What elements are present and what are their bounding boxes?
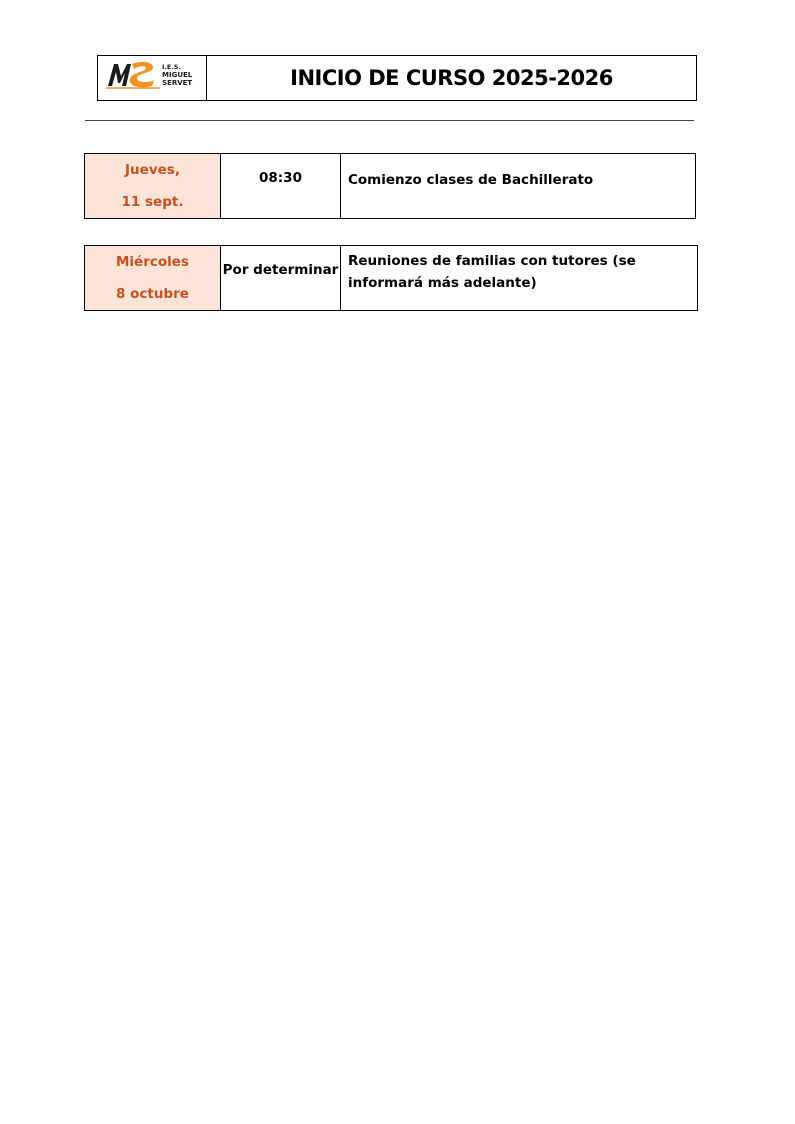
event-time: 08:30	[221, 154, 341, 219]
school-logo	[98, 56, 207, 100]
table-row	[85, 154, 696, 219]
header-divider	[85, 120, 694, 121]
logo-text-line: I.E.S.	[162, 63, 181, 71]
event-date-cell	[85, 154, 221, 219]
event-description: Reuniones de familias con tutores (se informará más adelante)	[341, 246, 698, 311]
page-title: INICIO DE CURSO 2025-2026	[290, 66, 613, 90]
event-table	[84, 153, 696, 219]
title-cell	[207, 56, 696, 100]
document-header	[97, 55, 697, 101]
event-date-number: 8 octubre	[116, 286, 189, 302]
logo-text-line: SERVET	[162, 79, 193, 87]
event-date-number: 11 sept.	[121, 194, 184, 210]
event-date-cell	[85, 246, 221, 311]
table-row	[85, 246, 698, 311]
event-date-day: Jueves,	[125, 162, 180, 178]
event-date-day: Miércoles	[116, 254, 189, 270]
event-time: Por determinar	[221, 246, 341, 311]
event-table	[84, 245, 698, 311]
logo-text-line: MIGUEL	[162, 71, 193, 79]
event-description: Comienzo clases de Bachillerato	[341, 154, 696, 219]
ies-miguel-servet-logo-icon	[104, 58, 200, 98]
